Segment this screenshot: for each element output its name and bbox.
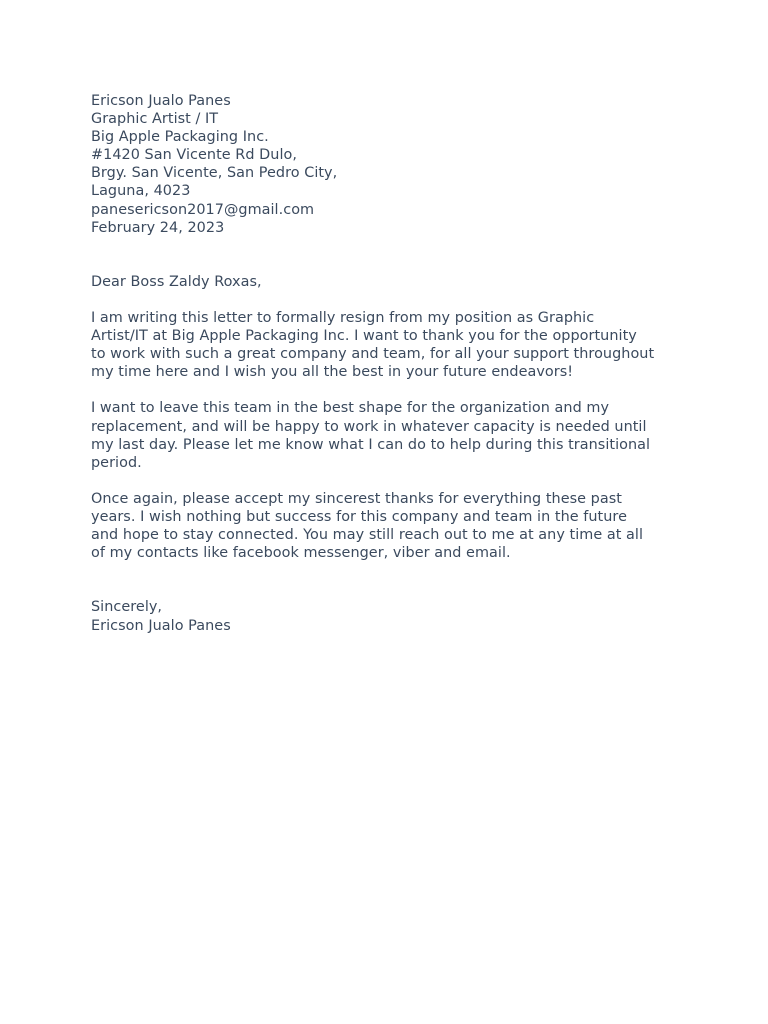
valediction: Sincerely, xyxy=(91,599,163,616)
sender-email: panesericson2017@gmail.com xyxy=(91,201,315,218)
body-paragraph-1 xyxy=(91,309,691,381)
body-paragraph-3 xyxy=(91,490,691,562)
paragraph-line: replacement, and will be happy to work in whatever capacity is needed until xyxy=(91,418,647,435)
paragraph-line: years. I wish nothing but success for this company and team in the future xyxy=(91,508,627,525)
paragraph-line: of my contacts like facebook messenger, viber and email. xyxy=(91,545,511,562)
paragraph-line: Artist/IT at Big Apple Packaging Inc. I want to thank you for the opportunity xyxy=(91,328,637,345)
salutation: Dear Boss Zaldy Roxas, xyxy=(91,273,262,290)
sender-address-line-3: Laguna, 4023 xyxy=(91,183,191,200)
resignation-letter xyxy=(91,92,691,635)
paragraph-line: my last day. Please let me know what I can do to help during this transitional xyxy=(91,436,651,453)
sender-title: Graphic Artist / IT xyxy=(91,111,219,128)
sender-address-line-1: #1420 San Vicente Rd Dulo, xyxy=(91,147,297,164)
paragraph-line: I am writing this letter to formally resign from my position as Graphic xyxy=(91,309,595,326)
body-paragraph-2 xyxy=(91,399,691,471)
paragraph-line: and hope to stay connected. You may still reach out to me at any time at all xyxy=(91,527,644,544)
paragraph-line: period. xyxy=(91,454,142,471)
paragraph-line: Once again, please accept my sincerest thanks for everything these past xyxy=(91,490,622,507)
letter-date: February 24, 2023 xyxy=(91,219,225,236)
closing xyxy=(91,598,691,634)
paragraph-line: my time here and I wish you all the best in your future endeavors! xyxy=(91,364,574,381)
signature-name: Ericson Jualo Panes xyxy=(91,617,231,634)
sender-company: Big Apple Packaging Inc. xyxy=(91,129,269,146)
sender-address-line-2: Brgy. San Vicente, San Pedro City, xyxy=(91,165,338,182)
paragraph-line: to work with such a great company and team, for all your support throughout xyxy=(91,346,655,363)
sender-info xyxy=(91,92,691,237)
paragraph-line: I want to leave this team in the best shape for the organization and my xyxy=(91,400,610,417)
sender-name: Ericson Jualo Panes xyxy=(91,93,231,109)
